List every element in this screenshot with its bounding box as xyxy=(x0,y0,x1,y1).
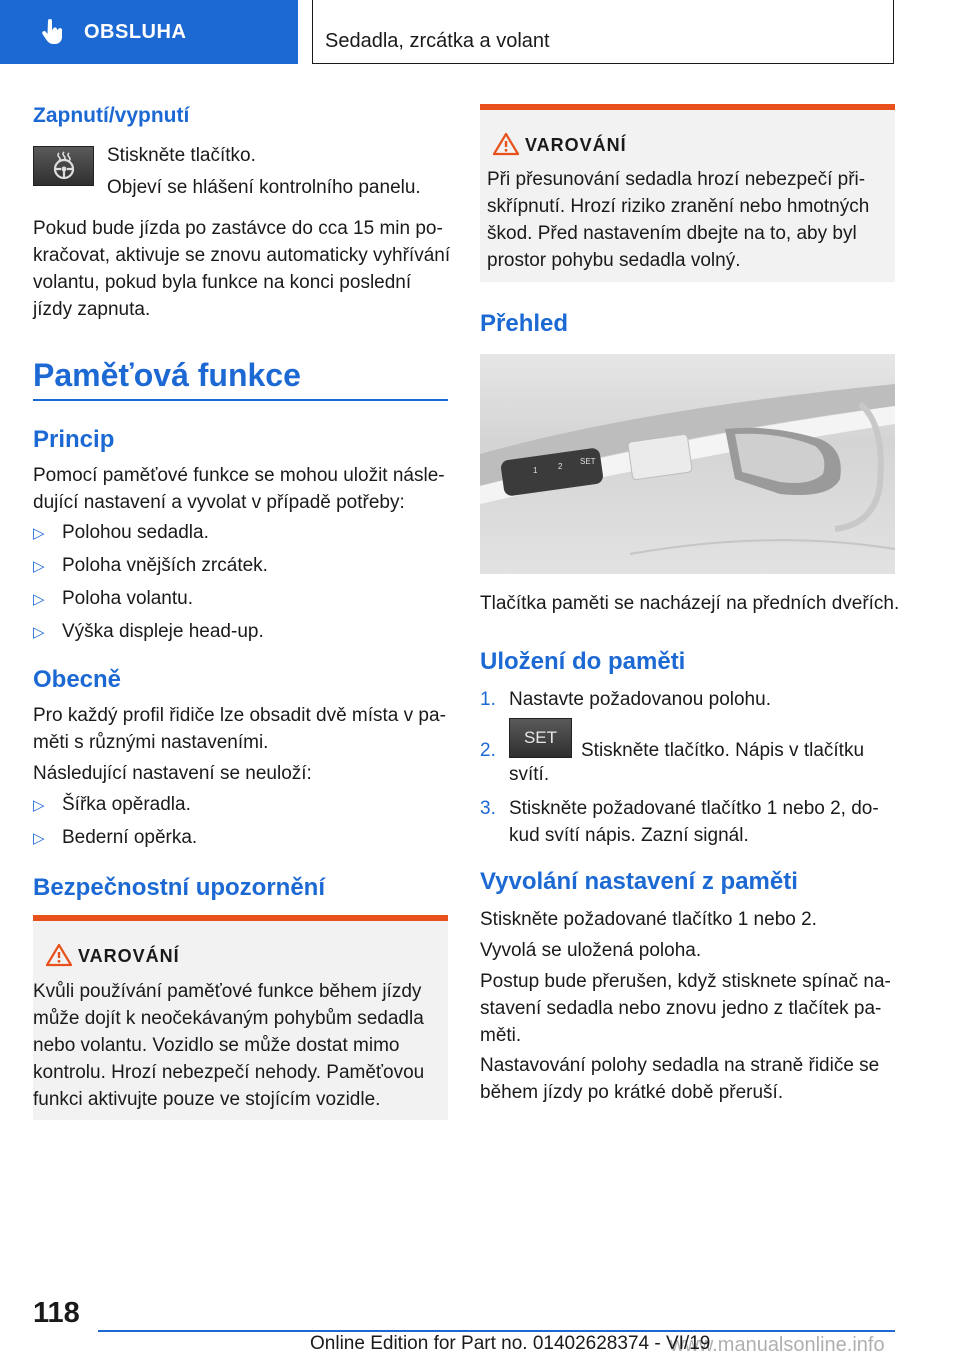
principle-paragraph xyxy=(33,462,453,516)
warning-text xyxy=(487,166,869,274)
step-number: 2. xyxy=(480,740,496,761)
onoff-step-2: Objeví se hlášení kontrolního panelu. xyxy=(107,177,421,198)
principle-heading: Princip xyxy=(33,426,115,453)
steering-heat-button-image xyxy=(33,146,94,186)
onoff-paragraph xyxy=(33,215,453,323)
line: kontrolu. Hrozí nebezpečí nehody. Paměťovou xyxy=(33,1062,425,1083)
list-item: ▷ Polohou sedadla. xyxy=(33,519,268,546)
chapter-header xyxy=(312,0,894,64)
onoff-heading: Zapnutí/vypnutí xyxy=(33,104,190,127)
hand-touch-icon xyxy=(38,18,66,46)
list-item: ▷ Poloha volantu. xyxy=(33,585,268,612)
chapter-title: Sedadla, zrcátka a volant xyxy=(325,30,550,52)
line: škod. Před nastavením dbejte na to, aby byl xyxy=(487,223,857,244)
warning-title: VAROVÁNÍ xyxy=(525,135,627,155)
general-paragraph xyxy=(33,702,453,756)
step-text: svítí. xyxy=(509,764,550,785)
watermark: www.manualsonline.info xyxy=(670,1334,885,1356)
line: Pokud bude jízda po zastávce do cca 15 min po- xyxy=(33,218,443,239)
warning-title: VAROVÁNÍ xyxy=(78,946,180,966)
step-text: Stiskněte tlačítko. Nápis v tlačítku xyxy=(581,740,865,761)
line: Nastavování polohy sedadla na straně řidiče se xyxy=(480,1055,880,1076)
step-number: 1. xyxy=(480,689,496,710)
warning-text xyxy=(33,978,424,1113)
recall-paragraph-2: Vyvolá se uložená poloha. xyxy=(480,940,702,961)
title-rule xyxy=(33,399,448,401)
line: prostor pohybu sedadla volný. xyxy=(487,250,741,271)
safety-heading: Bezpečnostní upozornění xyxy=(33,874,326,901)
section-tab-label: OBSLUHA xyxy=(84,20,187,43)
line: Při přesunování sedadla hrozí nebezpečí při- xyxy=(487,169,866,190)
line: Pomocí paměťové funkce se mohou uložit násle- xyxy=(33,465,445,486)
warning-triangle-icon xyxy=(46,943,72,972)
line: funkci aktivujte pouze ve stojícím vozidle. xyxy=(33,1089,381,1110)
section-tab[interactable] xyxy=(0,0,298,64)
recall-heading: Vyvolání nastavení z paměti xyxy=(480,868,798,895)
general-note: Následující nastavení se neuloží: xyxy=(33,763,312,784)
warning-box-seat xyxy=(480,104,895,282)
general-list xyxy=(33,791,197,857)
line: Kvůli používání paměťové funkce během jízdy xyxy=(33,981,422,1002)
line: jízdy zapnuta. xyxy=(33,299,151,320)
set-button-label: SET xyxy=(523,728,558,747)
save-heading: Uložení do paměti xyxy=(480,648,686,675)
steering-wheel-heat-icon xyxy=(49,151,79,181)
save-steps xyxy=(480,686,900,713)
door-memory-buttons-photo xyxy=(480,354,895,574)
list-item: ▷ Výška displeje head-up. xyxy=(33,618,268,645)
line: kračovat, aktivuje se znovu automaticky vyhřívání xyxy=(33,245,451,266)
recall-paragraph-3 xyxy=(480,968,900,1049)
line: měti. xyxy=(480,1025,522,1046)
warning-box-memory xyxy=(33,915,448,1120)
step-1 xyxy=(480,686,900,713)
memory-button-1: 1 xyxy=(533,466,538,475)
step-text: Nastavte požadovanou polohu. xyxy=(509,689,771,710)
page-number: 118 xyxy=(33,1297,80,1329)
line: kud svítí nápis. Zazní signál. xyxy=(509,825,749,846)
line: skřípnutí. Hrozí riziko zranění nebo hmotných xyxy=(487,196,870,217)
line: stavení sedadla nebo znovu jedno z tlačítek pa- xyxy=(480,998,882,1019)
edition-line: Online Edition for Part no. 01402628374 - VI/19 xyxy=(310,1333,711,1354)
step-3 xyxy=(480,795,900,849)
step-number: 3. xyxy=(480,798,496,819)
recall-paragraph-1: Stiskněte požadované tlačítko 1 nebo 2. xyxy=(480,909,817,930)
photo-caption: Tlačítka paměti se nacházejí na předních dveřích. xyxy=(480,593,900,614)
memory-set-button: SET xyxy=(580,457,596,466)
footer-rule xyxy=(98,1330,895,1332)
principle-list xyxy=(33,519,268,651)
line: během jízdy po krátké době přeruší. xyxy=(480,1082,784,1103)
memory-function-title: Paměťová funkce xyxy=(33,357,301,393)
overview-heading: Přehled xyxy=(480,310,569,337)
line: Postup bude přerušen, když stisknete spínač na- xyxy=(480,971,891,992)
line: Stiskněte požadované tlačítko 1 nebo 2, do- xyxy=(509,798,879,819)
list-item: ▷ Bederní opěrka. xyxy=(33,824,197,851)
list-item: ▷ Poloha vnějších zrcátek. xyxy=(33,552,268,579)
warning-triangle-icon xyxy=(493,132,519,161)
line: Pro každý profil řidiče lze obsadit dvě místa v pa- xyxy=(33,705,446,726)
list-item: ▷ Šířka opěradla. xyxy=(33,791,197,818)
line: volantu, pokud byla funkce na konci poslední xyxy=(33,272,412,293)
set-button-image xyxy=(509,718,572,758)
onoff-step-1: Stiskněte tlačítko. xyxy=(107,145,256,166)
line: měti s různými nastaveními. xyxy=(33,732,269,753)
line: může dojít k neočekávaným pohybům sedadla xyxy=(33,1008,424,1029)
memory-button-2: 2 xyxy=(558,462,563,471)
general-heading: Obecně xyxy=(33,666,122,693)
recall-paragraph-4 xyxy=(480,1052,900,1106)
line: nebo volantu. Vozidlo se může dostat mimo xyxy=(33,1035,400,1056)
line: dující nastavení a vyvolat v případě potřeby: xyxy=(33,492,405,513)
